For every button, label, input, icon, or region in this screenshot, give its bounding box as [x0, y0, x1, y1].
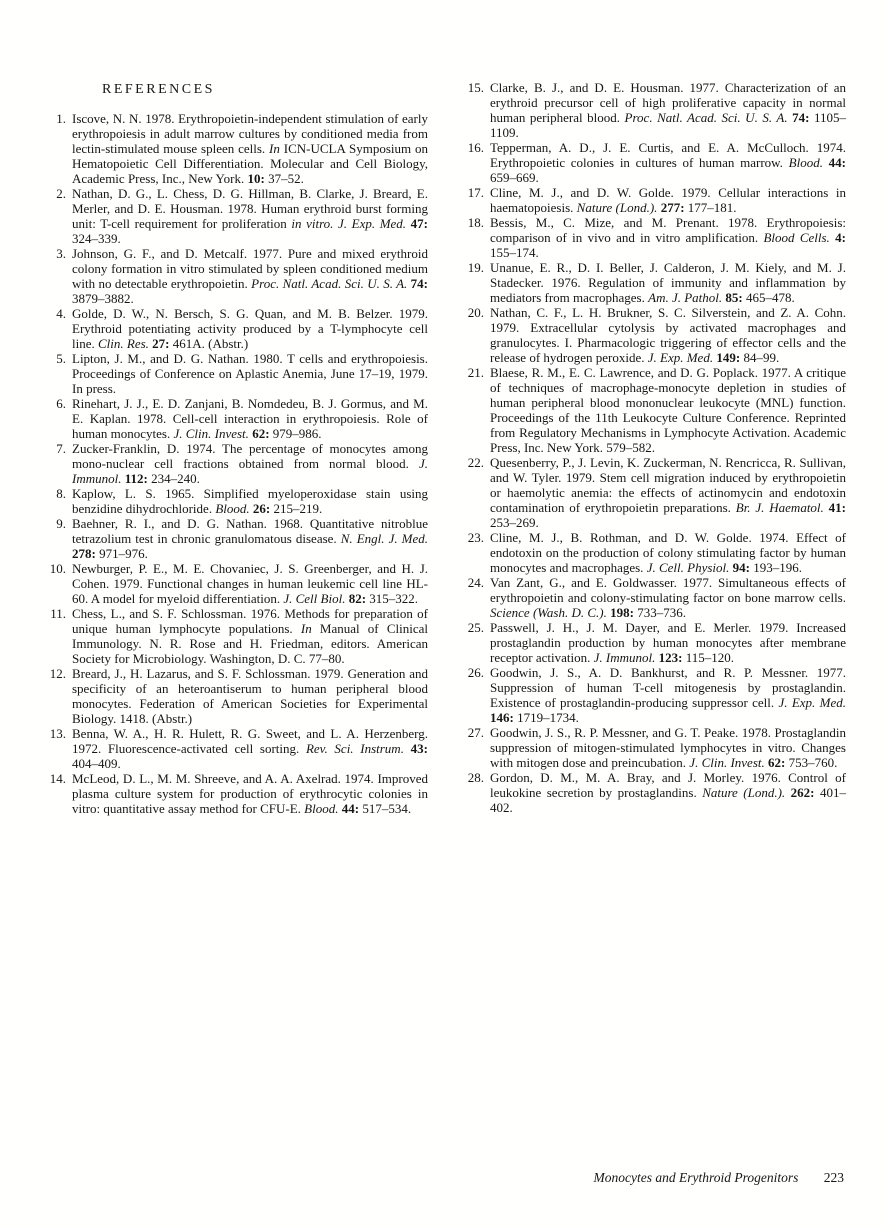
reference-number: 13. — [49, 726, 66, 741]
reference-text: Quesenberry, P., J. Levin, K. Zuckerman, N. Rencricca, R. Sullivan, and W. Tyler. 1979. Stem cell migration induced by erythropoietin or haemolytic anemia: the effects of actinomycin and endotoxin contamination of erythropoietin preparations. Br. J. Haematol. 41: 253–269. — [490, 455, 846, 530]
reference-item — [46, 396, 428, 441]
reference-item — [464, 455, 846, 530]
reference-item — [46, 516, 428, 561]
reference-number: 26. — [467, 665, 484, 680]
reference-item — [46, 666, 428, 726]
reference-number: 2. — [56, 186, 66, 201]
reference-number: 16. — [467, 140, 484, 155]
reference-number: 1. — [56, 111, 66, 126]
reference-text: Nathan, D. G., L. Chess, D. G. Hillman, B. Clarke, J. Breard, E. Merler, and D. E. Housman. 1978. Human erythroid burst forming unit: T-cell requirement for proliferation in vitro. J. Exp. Med. 47: 324–339. — [72, 186, 429, 246]
reference-item — [464, 80, 846, 140]
references-list-left — [46, 111, 428, 816]
reference-number: 12. — [49, 666, 66, 681]
reference-item — [464, 770, 846, 815]
references-column-left — [46, 80, 428, 816]
reference-item — [464, 530, 846, 575]
reference-item — [46, 561, 428, 606]
references-list-right — [464, 80, 846, 815]
reference-text: Cline, M. J., B. Rothman, and D. W. Golde. 1974. Effect of endotoxin on the production of colony stimulating factor by human monocytes and macrophages. J. Cell. Physiol. 94: 193–196. — [490, 530, 846, 575]
reference-text: Van Zant, G., and E. Goldwasser. 1977. Simultaneous effects of erythropoietin and colony-stimulating factor on bone marrow cells. Science (Wash. D. C.). 198: 733–736. — [490, 575, 846, 620]
reference-number: 21. — [467, 365, 484, 380]
reference-item — [46, 441, 428, 486]
reference-text: Nathan, C. F., L. H. Brukner, S. C. Silverstein, and Z. A. Cohn. 1979. Extracellular cytolysis by activated macrophages and granulocytes. I. Pharmacologic triggering of effector cells and the release of hydrogen peroxide. J. Exp. Med. 149: 84–99. — [490, 305, 846, 365]
reference-item — [464, 665, 846, 725]
reference-item — [46, 486, 428, 516]
reference-item — [464, 365, 846, 455]
reference-text: Unanue, E. R., D. I. Beller, J. Calderon, J. M. Kiely, and M. J. Stadecker. 1976. Regulation of immunity and inflammation by mediators from macrophages. Am. J. Pathol. 85: 465–478. — [490, 260, 846, 305]
reference-item — [464, 185, 846, 215]
references-heading: REFERENCES — [102, 82, 215, 97]
reference-text: Benna, W. A., H. R. Hulett, R. G. Sweet, and L. A. Herzenberg. 1972. Fluorescence-activated cell sorting. Rev. Sci. Instrum. 43: 404–409. — [72, 726, 428, 771]
reference-item — [464, 725, 846, 770]
reference-item — [46, 246, 428, 306]
reference-number: 7. — [56, 441, 66, 456]
reference-text: Johnson, G. F., and D. Metcalf. 1977. Pure and mixed erythroid colony formation in vitro stimulated by spleen conditioned medium with no detectable erythropoietin. Proc. Natl. Acad. Sci. U. S. A. 74: 3879–3882. — [72, 246, 428, 306]
reference-number: 25. — [467, 620, 484, 635]
reference-text: Cline, M. J., and D. W. Golde. 1979. Cellular interactions in haematopoiesis. Nature (Lond.). 277: 177–181. — [490, 185, 846, 215]
reference-number: 23. — [467, 530, 484, 545]
reference-item — [46, 351, 428, 396]
reference-item — [46, 186, 428, 246]
page-number: 223 — [823, 1170, 844, 1185]
reference-number: 19. — [467, 260, 484, 275]
reference-number: 4. — [56, 306, 66, 321]
reference-text: Golde, D. W., N. Bersch, S. G. Quan, and M. B. Belzer. 1979. Erythroid potentiating activity produced by a T-lymphocyte cell line. Clin. Res. 27: 461A. (Abstr.) — [72, 306, 428, 351]
reference-item — [46, 111, 428, 186]
references-column-right — [464, 80, 846, 816]
reference-text: Blaese, R. M., E. C. Lawrence, and D. G. Poplack. 1977. A critique of techniques of macrophage-monocyte depletion in studies of human peripheral blood mononuclear leukocyte (MNL) function. Proceedings of the 11th Leukocyte Culture Conference. Reprinted from Regulatory Mechanisms in Lymphocyte Activation. Academic Press, Inc. New York. 579–582. — [490, 365, 846, 455]
reference-number: 6. — [56, 396, 66, 411]
reference-item — [46, 306, 428, 351]
reference-item — [464, 260, 846, 305]
reference-item — [464, 215, 846, 260]
reference-text: Iscove, N. N. 1978. Erythropoietin-independent stimulation of early erythropoiesis in adult marrow cultures by conditioned media from lectin-stimulated mouse spleen cells. In ICN-UCLA Symposium on Hematopoietic Cell Differentiation. Molecular and Cell Biology, Academic Press, Inc., New York. 10: 37–52. — [72, 111, 428, 186]
reference-text: McLeod, D. L., M. M. Shreeve, and A. A. Axelrad. 1974. Improved plasma culture system for production of erythrocytic colonies in vitro: quantitative assay method for CFU-E. Blood. 44: 517–534. — [72, 771, 428, 816]
reference-number: 14. — [49, 771, 66, 786]
reference-item — [464, 305, 846, 365]
reference-item — [464, 140, 846, 185]
reference-text: Lipton, J. M., and D. G. Nathan. 1980. T cells and erythropoiesis. Proceedings of Conference on Aplastic Anemia, June 17–19, 1979. In press. — [72, 351, 428, 396]
reference-item — [46, 771, 428, 816]
reference-item — [464, 620, 846, 665]
reference-number: 8. — [56, 486, 66, 501]
reference-text: Baehner, R. I., and D. G. Nathan. 1968. Quantitative nitroblue tetrazolium test in chronic granulomatous disease. N. Engl. J. Med. 278: 971–976. — [72, 516, 428, 561]
reference-text: Goodwin, J. S., R. P. Messner, and G. T. Peake. 1978. Prostaglandin suppression of mitogen-stimulated lymphocytes in vitro. Changes with mitogen dose and preincubation. J. Clin. Invest. 62: 753–760. — [490, 725, 846, 770]
reference-number: 11. — [50, 606, 66, 621]
reference-text: Gordon, D. M., M. A. Bray, and J. Morley. 1976. Control of leukokine secretion by prostaglandins. Nature (Lond.). 262: 401–402. — [490, 770, 846, 815]
reference-text: Tepperman, A. D., J. E. Curtis, and E. A. McCulloch. 1974. Erythropoietic colonies in cultures of human marrow. Blood. 44: 659–669. — [490, 140, 846, 185]
page-footer — [594, 1170, 844, 1186]
reference-number: 10. — [49, 561, 66, 576]
reference-text: Passwell, J. H., J. M. Dayer, and E. Merler. 1979. Increased prostaglandin production by human monocytes after membrane receptor activation. J. Immunol. 123: 115–120. — [490, 620, 846, 665]
reference-number: 18. — [467, 215, 484, 230]
reference-number: 17. — [467, 185, 484, 200]
reference-item — [46, 606, 428, 666]
reference-text: Goodwin, J. S., A. D. Bankhurst, and R. P. Messner. 1977. Suppression of human T-cell mitogenesis by prostaglandin. Existence of prostaglandin-producing suppressor cell. J. Exp. Med. 146: 1719–1734. — [490, 665, 846, 725]
reference-number: 5. — [56, 351, 66, 366]
reference-text: Zucker-Franklin, D. 1974. The percentage of monocytes among mono-nuclear cell fractions obtained from normal blood. J. Immunol. 112: 234–240. — [72, 441, 428, 486]
running-title: Monocytes and Erythroid Progenitors — [593, 1170, 799, 1185]
reference-text: Rinehart, J. J., E. D. Zanjani, B. Nomdedeu, B. J. Gormus, and M. E. Kaplan. 1978. Cell-cell interaction in erythropoiesis. Role of human monocytes. J. Clin. Invest. 62: 979–986. — [72, 396, 428, 441]
reference-text: Kaplow, L. S. 1965. Simplified myeloperoxidase stain using benzidine dihydrochloride. Blood. 26: 215–219. — [72, 486, 428, 516]
reference-number: 20. — [467, 305, 484, 320]
reference-number: 3. — [56, 246, 66, 261]
reference-text: Bessis, M., C. Mize, and M. Prenant. 1978. Erythropoiesis: comparison of in vivo and in vitro amplification. Blood Cells. 4: 155–174. — [490, 215, 846, 260]
reference-number: 15. — [467, 80, 484, 95]
references-columns — [46, 80, 846, 816]
reference-text: Breard, J., H. Lazarus, and S. F. Schlossman. 1979. Generation and specificity of an heteroantiserum to human peripheral blood monocytes. Federation of American Societies for Experimental Biology. 1418. (Abstr.) — [72, 666, 428, 726]
reference-text: Chess, L., and S. F. Schlossman. 1976. Methods for preparation of unique human lymphocyte populations. In Manual of Clinical Immunology. N. R. Rose and H. Friedman, editors. American Society for Microbiology. Washington, D. C. 77–80. — [72, 606, 428, 666]
reference-item — [46, 726, 428, 771]
reference-number: 27. — [467, 725, 484, 740]
reference-item — [464, 575, 846, 620]
reference-text: Newburger, P. E., M. E. Chovaniec, J. S. Greenberger, and H. J. Cohen. 1979. Functional changes in human leukemic cell line HL-60. A model for myeloid differentiation. J. Cell Biol. 82: 315–322. — [72, 561, 428, 606]
reference-text: Clarke, B. J., and D. E. Housman. 1977. Characterization of an erythroid precursor cell of high proliferative capacity in normal human peripheral blood. Proc. Natl. Acad. Sci. U. S. A. 74: 1105–1109. — [490, 80, 846, 140]
reference-number: 9. — [56, 516, 66, 531]
reference-number: 22. — [467, 455, 484, 470]
reference-number: 28. — [467, 770, 484, 785]
reference-number: 24. — [467, 575, 484, 590]
